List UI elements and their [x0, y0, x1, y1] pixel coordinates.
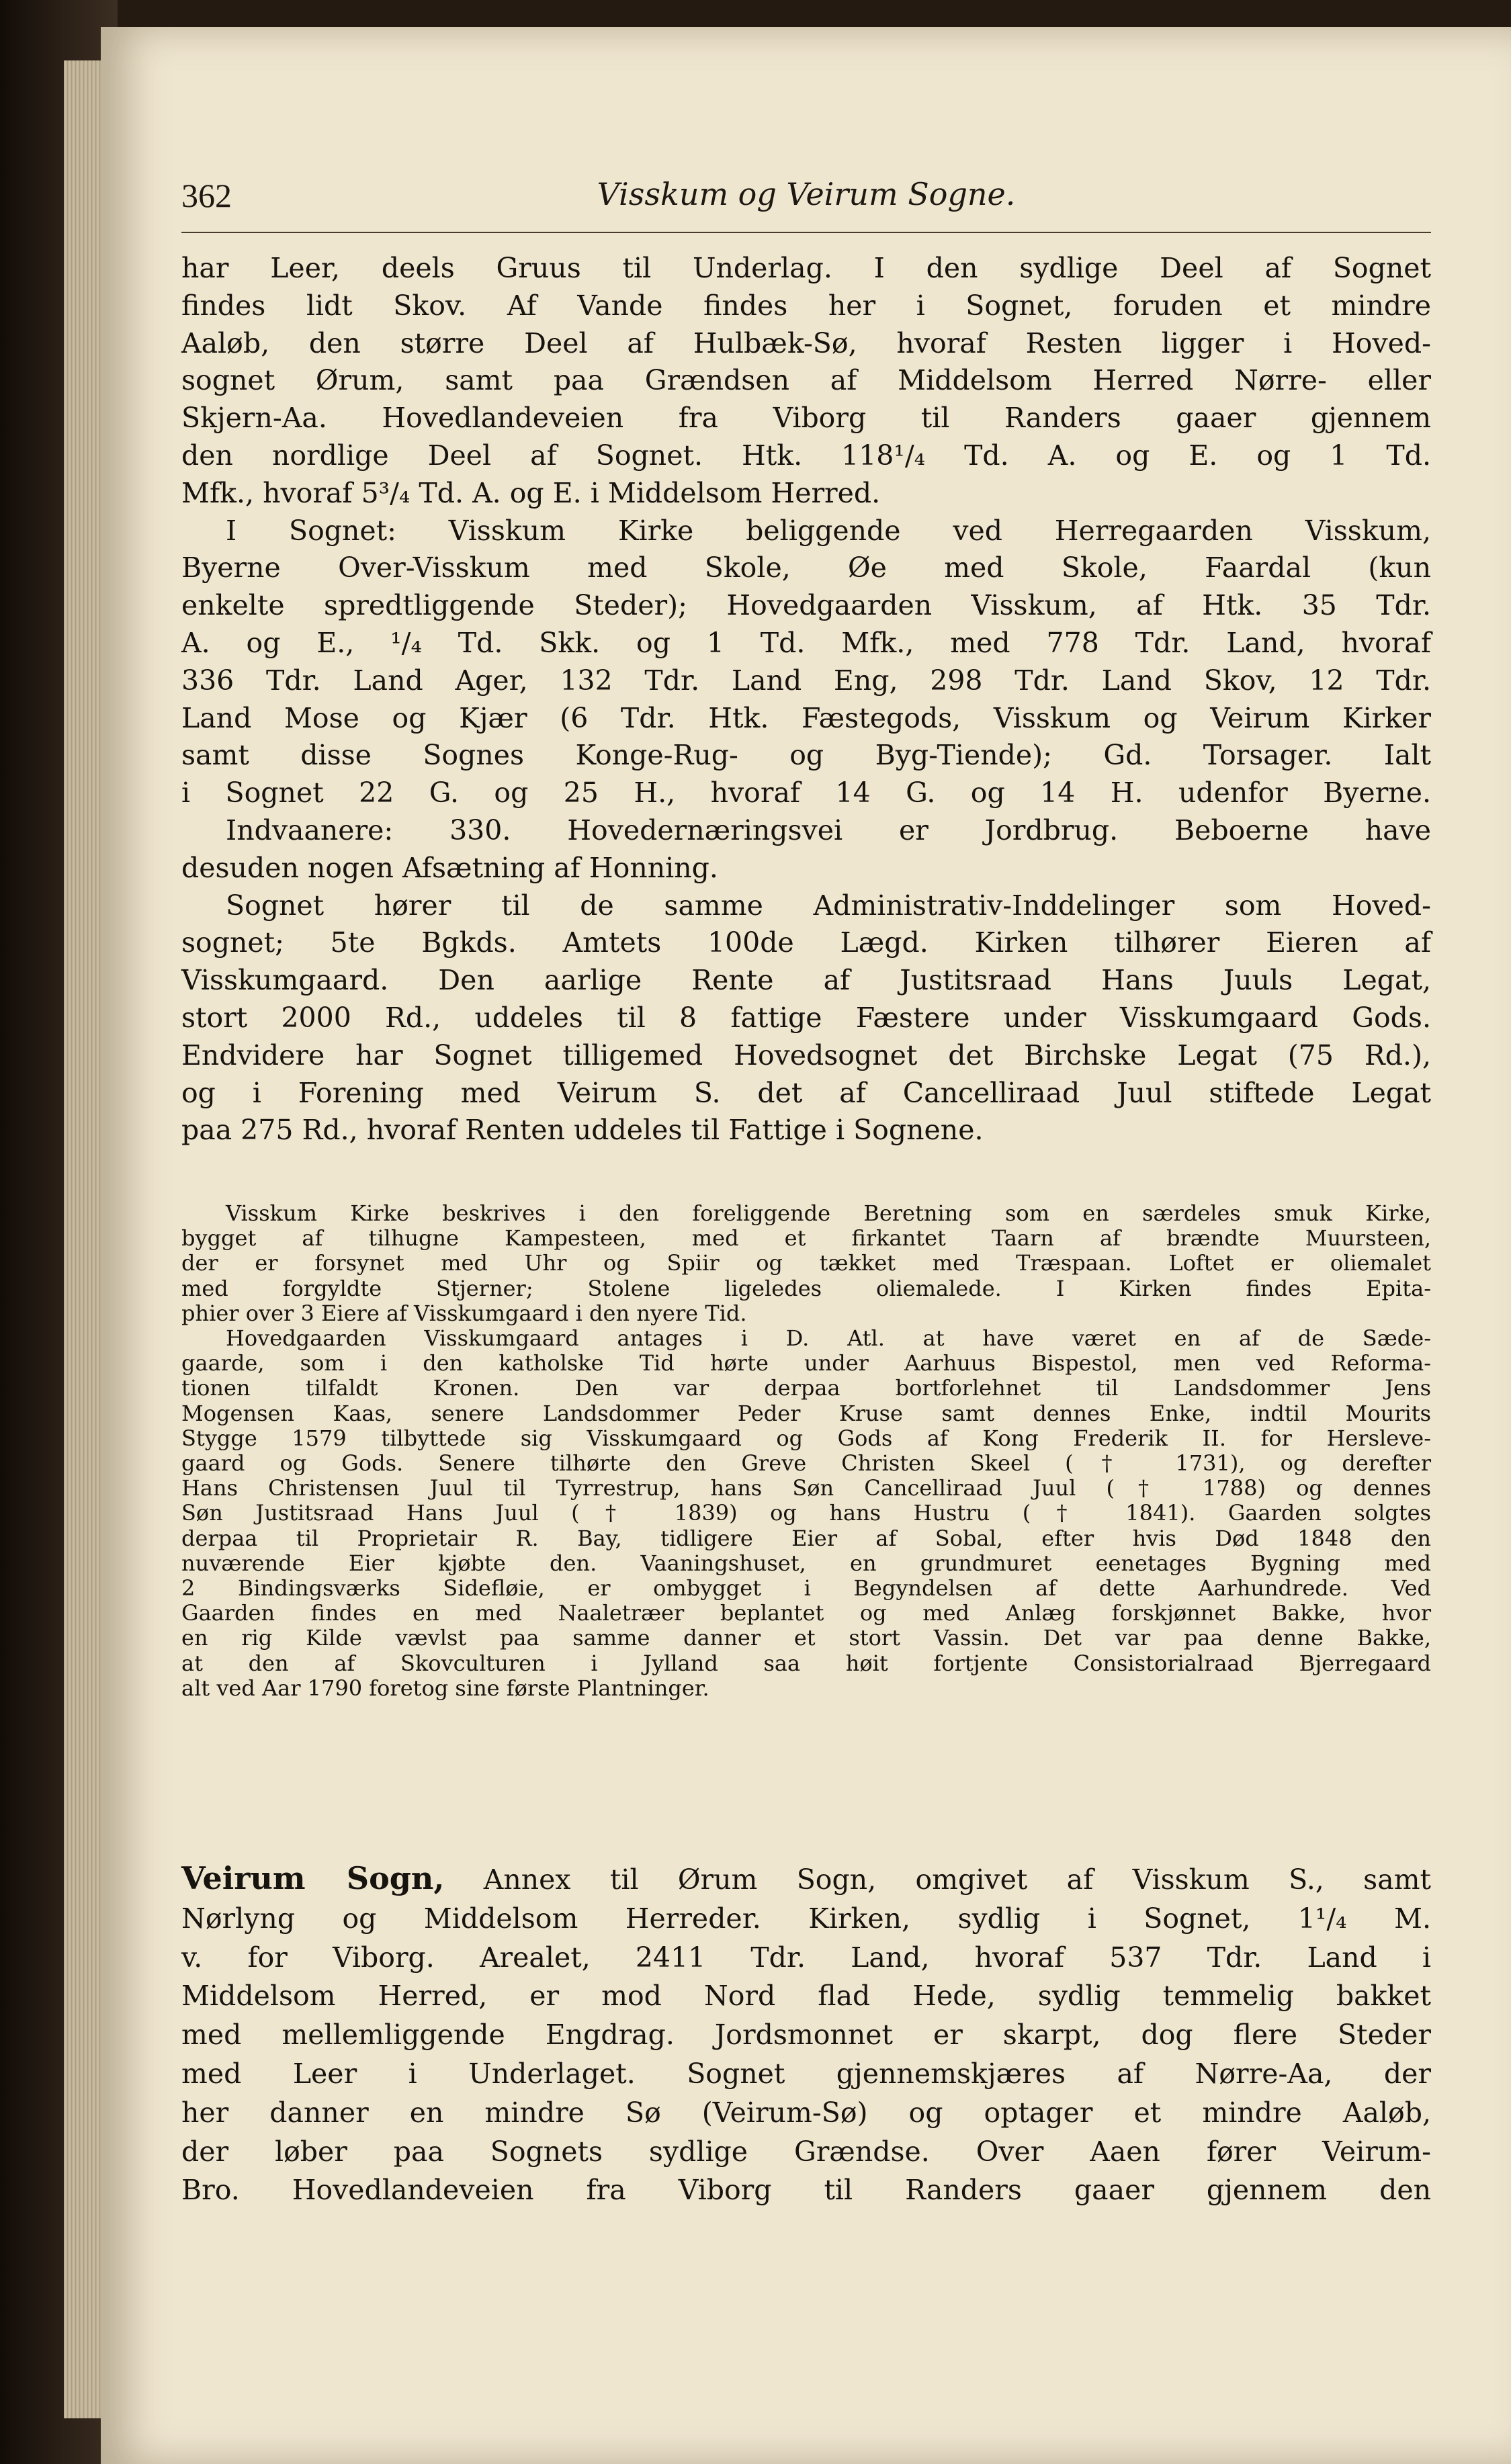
text-line: paa 275 Rd., hvoraf Renten uddeles til Fattige i Sognene. — [181, 1114, 984, 1147]
section-line: her danner en mindre Sø (Veirum-Sø) og optager et mindre Aaløb, — [181, 2096, 1431, 2129]
text-line: enkelte spredtliggende Steder); Hovedgaarden Visskum, af Htk. 35 Tdr. — [181, 589, 1431, 622]
text-line: Byerne Over-Visskum med Skole, Øe med Skole, Faardal (kun — [181, 552, 1431, 584]
text-line: sognet Ørum, samt paa Grændsen af Middelsom Herred Nørre- eller — [181, 364, 1431, 397]
text-line: at den af Skovculturen i Jylland saa høit fortjente Consistorialraad Bjerregaard — [181, 1650, 1431, 1676]
text-line: phier over 3 Eiere af Visskumgaard i den nyere Tid. — [181, 1300, 747, 1326]
section-line: v. for Viborg. Arealet, 2411 Tdr. Land, hvoraf 537 Tdr. Land i — [181, 1941, 1431, 1974]
text-line: og i Forening med Veirum S. det af Cancelliraad Juul stiftede Legat — [181, 1076, 1431, 1109]
text-line: Aaløb, den større Deel af Hulbæk-Sø, hvoraf Resten ligger i Hoved- — [181, 326, 1431, 359]
page-number: 362 — [181, 177, 232, 214]
text-line: Visskumgaard. Den aarlige Rente af Justitsraad Hans Juuls Legat, — [181, 964, 1431, 997]
header-rule — [181, 232, 1431, 233]
running-title: Visskum og Veirum Sogne. — [597, 176, 1016, 212]
small-print-notes — [181, 1201, 1431, 1701]
text-line: der er forsynet med Uhr og Spiir og tækket med Træspaan. Loftet er oliemalet — [181, 1250, 1431, 1276]
text-line: har Leer, deels Gruus til Underlag. I den sydlige Deel af Sognet — [181, 252, 1431, 284]
text-line: Land Mose og Kjær (6 Tdr. Htk. Fæstegods, Visskum og Veirum Kirker — [181, 701, 1431, 734]
section-line: med Leer i Underlaget. Sognet gjennemskjæres af Nørre-Aa, der — [181, 2057, 1431, 2090]
text-line: Søn Justitsraad Hans Juul († 1839) og hans Hustru († 1841). Gaarden solgtes — [181, 1500, 1431, 1526]
text-line: Mogensen Kaas, senere Landsdommer Peder Kruse samt dennes Enke, indtil Mourits — [181, 1400, 1431, 1426]
text-line: Mfk., hvoraf 5³/₄ Td. A. og E. i Middelsom Herred. — [181, 476, 881, 509]
text-line: i Sognet 22 G. og 25 H., hvoraf 14 G. og 14 H. udenfor Byerne. — [181, 777, 1431, 809]
text-line: tionen tilfaldt Kronen. Den var derpaa bortforlehnet til Landsdommer Jens — [181, 1375, 1431, 1401]
section-heading: Veirum Sogn, — [181, 1860, 445, 1896]
text-line: bygget af tilhugne Kampesteen, med et firkantet Taarn af brændte Muursteen, — [181, 1225, 1431, 1251]
text-line: gaard og Gods. Senere tilhørte den Greve Christen Skeel († 1731), og derefter — [181, 1450, 1431, 1477]
text-line: Hans Christensen Juul til Tyrrestrup, hans Søn Cancelliraad Juul († 1788) og dennes — [181, 1475, 1431, 1501]
text-line: findes lidt Skov. Af Vande findes her i Sognet, foruden et mindre — [181, 289, 1431, 322]
text-line: stort 2000 Rd., uddeles til 8 fattige Fæstere under Visskumgaard Gods. — [181, 1001, 1431, 1034]
text-line: Sognet hører til de samme Administrativ-Inddelinger som Hoved- — [226, 889, 1431, 922]
text-line: Endvidere har Sognet tilligemed Hovedsognet det Birchske Legat (75 Rd.), — [181, 1039, 1431, 1071]
text-line: Gaarden findes en med Naaletræer beplantet og med Anlæg forskjønnet Bakke, hvor — [181, 1600, 1431, 1626]
text-line: desuden nogen Afsætning af Honning. — [181, 851, 718, 884]
text-line: den nordlige Deel af Sognet. Htk. 118¹/₄ Td. A. og E. og 1 Td. — [181, 439, 1431, 472]
text-line: samt disse Sognes Konge-Rug- og Byg-Tiende); Gd. Torsager. Ialt — [181, 739, 1431, 772]
text-line: en rig Kilde vævlst paa samme danner et stort Vassin. Det var paa denne Bakke, — [181, 1625, 1431, 1651]
section-line: Bro. Hovedlandeveien fra Viborg til Randers gaaer gjennem den — [181, 2174, 1431, 2207]
veirum-section — [181, 1859, 1431, 2210]
text-line: Indvaanere: 330. Hovedernæringsvei er Jordbrug. Beboerne have — [226, 813, 1431, 846]
text-line: med forgyldte Stjerner; Stolene ligeledes oliemalede. I Kirken findes Epita- — [181, 1275, 1431, 1301]
text-line: alt ved Aar 1790 foretog sine første Plantninger. — [181, 1675, 709, 1701]
text-line: sognet; 5te Bgkds. Amtets 100de Lægd. Kirken tilhører Eieren af — [181, 926, 1431, 959]
section-line: Annex til Ørum Sogn, omgivet af Visskum S., samt — [483, 1863, 1431, 1896]
section-line: med mellemliggende Engdrag. Jordsmonnet er skarpt, dog flere Steder — [181, 2019, 1431, 2052]
main-text — [181, 250, 1431, 1149]
text-line: Stygge 1579 tilbyttede sig Visskumgaard og Gods af Kong Frederik II. for Hersleve- — [181, 1425, 1431, 1451]
page-header — [181, 176, 1431, 216]
section-line: Nørlyng og Middelsom Herreder. Kirken, sydlig i Sognet, 1¹/₄ M. — [181, 1902, 1431, 1935]
text-line: I Sognet: Visskum Kirke beliggende ved Herregaarden Visskum, — [226, 514, 1431, 547]
text-line: 2 Bindingsværks Sidefløie, er ombygget i Begyndelsen af dette Aarhundrede. Ved — [181, 1575, 1431, 1601]
text-line: Skjern-Aa. Hovedlandeveien fra Viborg til Randers gaaer gjennem — [181, 402, 1431, 435]
section-first-line — [181, 1859, 1431, 1900]
text-line: derpaa til Proprietair R. Bay, tidligere Eier af Sobal, efter hvis Død 1848 den — [181, 1525, 1431, 1551]
section-line: der løber paa Sognets sydlige Grændse. Over Aaen fører Veirum- — [181, 2135, 1431, 2168]
text-line: 336 Tdr. Land Ager, 132 Tdr. Land Eng, 298 Tdr. Land Skov, 12 Tdr. — [181, 664, 1431, 697]
text-line: nuværende Eier kjøbte den. Vaaningshuset, en grundmuret eenetages Bygning med — [181, 1550, 1431, 1576]
text-line: Visskum Kirke beskrives i den foreliggende Beretning som en særdeles smuk Kirke, — [226, 1200, 1431, 1226]
section-line: Middelsom Herred, er mod Nord flad Hede, sydlig temmelig bakket — [181, 1980, 1431, 2013]
text-line: Hovedgaarden Visskumgaard antages i D. Atl. at have været en af de Sæde- — [226, 1325, 1431, 1352]
text-line: A. og E., ¹/₄ Td. Skk. og 1 Td. Mfk., med 778 Tdr. Land, hvoraf — [181, 626, 1431, 659]
text-line: gaarde, som i den katholske Tid hørte under Aarhuus Bispestol, men ved Reforma- — [181, 1350, 1431, 1376]
